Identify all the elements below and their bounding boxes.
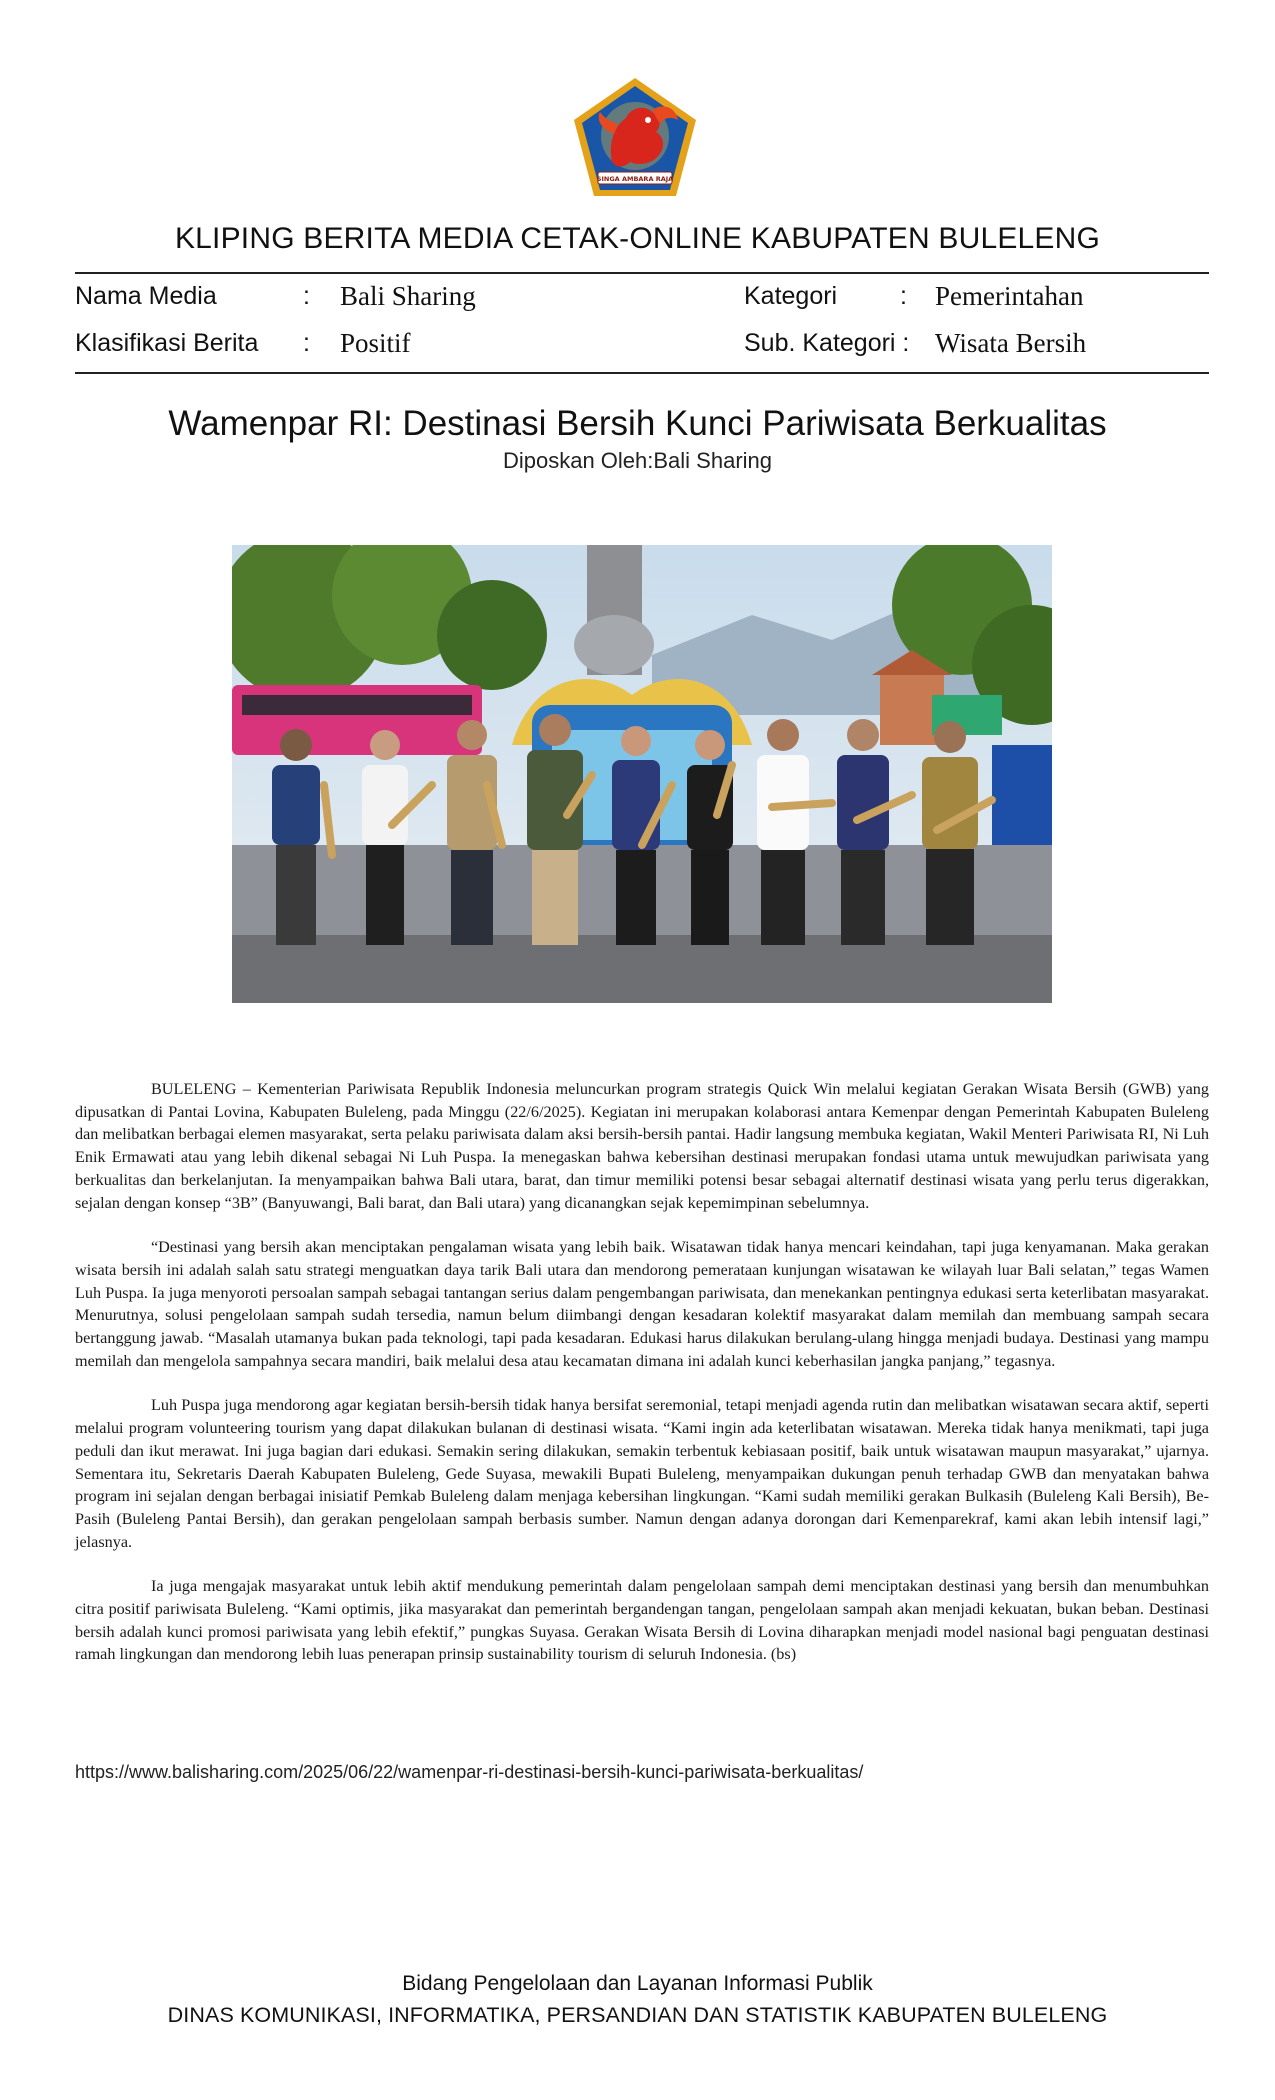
category-value: Pemerintahan <box>935 281 1084 311</box>
media-name-colon: : <box>303 282 310 310</box>
clipping-header-title: KLIPING BERITA MEDIA CETAK-ONLINE KABUPATEN BULELENG <box>174 222 1101 255</box>
article-byline: Diposkan Oleh:Bali Sharing <box>502 448 773 473</box>
subcategory-value: Wisata Bersih <box>935 328 1087 358</box>
category-label: Kategori <box>744 282 838 310</box>
logo-motto: SINGA AMBARA RAJA <box>596 175 674 183</box>
article-photo <box>232 545 1052 1003</box>
group-photo-illustration <box>232 545 1052 1003</box>
footer-agency: DINAS KOMUNIKASI, INFORMATIKA, PERSANDIAN DAN STATISTIK KABUPATEN BULELENG <box>167 2003 1108 2027</box>
source-url[interactable]: https://www.balisharing.com/2025/06/22/wamenpar-ri-destinasi-bersih-kunci-pariwisata-berkualitas/ <box>75 1762 864 1782</box>
category-colon: : <box>900 282 907 310</box>
article-paragraph-4: Ia juga mengajak masyarakat untuk lebih aktif mendukung pemerintah dalam pengelolaan sampah demi menciptakan destinasi yang bersih dan menumbuhkan citra positif pariwisata Buleleng. “Kami optimis, jika masyarakat dan pemerintah bergandengan tangan, pengelolaan sampah akan menjadi kekuatan, bukan beban. Destinasi bersih adalah kunci promosi pariwisata yang lebih efektif,” pungkas Suyasa. Gerakan Wisata Bersih di Lovina diharapkan menjadi model nasional bagi penguatan destinasi ramah lingkungan dan mendorong lebih luas penerapan prinsip sustainability tourism di seluruh Indonesia. (bs) <box>75 1577 1209 1664</box>
media-name-label: Nama Media <box>75 282 217 310</box>
buleleng-regency-logo <box>568 74 702 200</box>
media-name-value: Bali Sharing <box>340 281 476 311</box>
lion-crest-icon <box>568 74 702 200</box>
subcategory-label: Sub. Kategori : <box>744 329 910 357</box>
article-title: Wamenpar RI: Destinasi Bersih Kunci Pariwisata Berkualitas <box>168 404 1107 443</box>
header-divider-top <box>75 272 1209 274</box>
classification-label: Klasifikasi Berita <box>75 329 259 357</box>
classification-colon: : <box>303 329 310 357</box>
classification-value: Positif <box>340 328 411 358</box>
article-paragraph-1: BULELENG – Kementerian Pariwisata Republik Indonesia meluncurkan program strategis Quick Win melalui kegiatan Gerakan Wisata Bersih (GWB) yang dipusatkan di Pantai Lovina, Kabupaten Buleleng, pada Minggu (22/6/2025). Kegiatan ini merupakan kolaborasi antara Kemenpar dengan Pemerintah Kabupaten Buleleng dan melibatkan berbagai elemen masyarakat, serta pelaku pariwisata dalam aksi bersih-bersih pantai. Hadir langsung membuka kegiatan, Wakil Menteri Pariwisata RI, Ni Luh Enik Ermawati atau yang lebih dikenal sebagai Ni Luh Puspa. Ia menegaskan bahwa kebersihan destinasi merupakan fondasi utama untuk mewujudkan pariwisata yang berkualitas dan berkelanjutan. Ia menyampaikan bahwa Bali utara, barat, dan timur memiliki potensi besar sebagai alternatif destinasi wisata yang perlu terus digerakkan, sejalan dengan konsep “3B” (Banyuwangi, Bali barat, dan Bali utara) yang dicanangkan sejak kepemimpinan sebelumnya. <box>75 1080 1209 1212</box>
footer-department: Bidang Pengelolaan dan Layanan Informasi Publik <box>402 1972 873 1995</box>
article-body <box>75 1078 1209 1688</box>
article-paragraph-2: “Destinasi yang bersih akan menciptakan pengalaman wisata yang lebih baik. Wisatawan tidak hanya mencari keindahan, tapi juga kenyamanan. Maka gerakan wisata bersih ini adalah salah satu strategi menguatkan daya tarik Bali utara dan mendorong pemerataan kunjungan wisatawan ke wilayah luar Bali selatan,” tegas Wamen Luh Puspa. Ia juga menyoroti persoalan sampah sebagai tantangan serius dalam pengembangan pariwisata, dan menekankan pentingnya edukasi serta keterlibatan masyarakat. Menurutnya, solusi pengelolaan sampah sudah tersedia, namun belum diimbangi dengan kesadaran kolektif masyarakat dalam memilah dan membuang sampah secara bertanggung jawab. “Masalah utamanya bukan pada teknologi, tapi pada kesadaran. Edukasi harus dilakukan berulang-ulang hingga menjadi budaya. Destinasi yang mampu memilah dan mengelola sampahnya secara mandiri, baik melalui desa atau kecamatan dimana ini adalah kunci keberhasilan jangka panjang,” tegasnya. <box>75 1238 1209 1370</box>
header-divider-bottom <box>75 372 1209 374</box>
article-paragraph-3: Luh Puspa juga mendorong agar kegiatan bersih-bersih tidak hanya bersifat seremonial, tetapi menjadi agenda rutin dan melibatkan wisatawan secara aktif, seperti melalui program volunteering tourism yang dapat dilakukan bulanan di destinasi wisata. “Kami ingin ada keterlibatan wisatawan. Mereka tidak hanya menikmati, tapi juga peduli dan ikut merawat. Ini juga bagian dari edukasi. Semakin sering dilakukan, semakin terbentuk kebiasaan positif, baik untuk wisatawan maupun masyarakat,” ujarnya. Sementara itu, Sekretaris Daerah Kabupaten Buleleng, Gede Suyasa, mewakili Bupati Buleleng, menyampaikan dukungan penuh terhadap GWB dan menyatakan bahwa program ini sejalan dengan berbagai inisiatif Pemkab Buleleng dalam menjaga kebersihan lingkungan. “Kami sudah memiliki gerakan Bulkasih (Buleleng Kali Bersih), Be-Pasih (Buleleng Pantai Bersih), dan gerakan pengelolaan sampah berbasis sumber. Namun dengan adanya dorongan dari Kemenparekraf, kami akan lebih intensif lagi,” jelasnya. <box>75 1396 1209 1551</box>
